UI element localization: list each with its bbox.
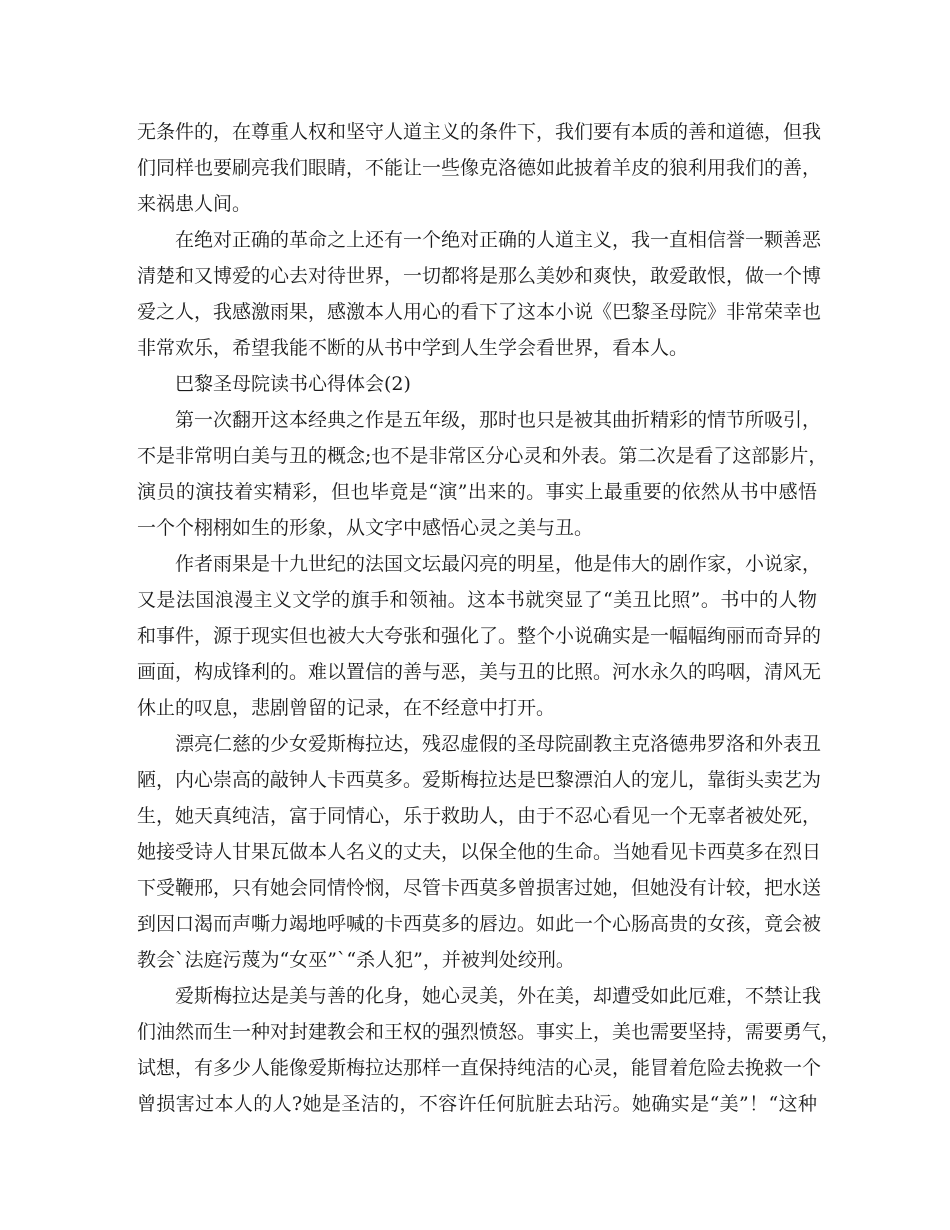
- text-line: 休止的叹息，悲剧曾留的记录，在不经意中打开。: [137, 697, 556, 719]
- text-line: 爱之人，我感激雨果，感激本人用心的看下了这本小说《巴黎圣母院》非常荣幸也: [137, 301, 822, 323]
- text-line: 无条件的，在尊重人权和坚守人道主义的条件下，我们要有本质的善和道德，但我: [137, 121, 822, 143]
- text-line: 陋，内心崇高的敲钟人卡西莫多。爱斯梅拉达是巴黎漂泊人的宠儿，靠街头卖艺为: [137, 769, 822, 791]
- text-line: 一个个栩栩如生的形象，从文字中感悟心灵之美与丑。: [137, 517, 594, 539]
- document-body: [137, 114, 841, 1122]
- text-line: 到因口渴而声嘶力竭地呼喊的卡西莫多的唇边。如此一个心肠高贵的女孩，竟会被: [137, 913, 822, 935]
- text-line: 和事件，源于现实但也被大大夸张和强化了。整个小说确实是一幅幅绚丽而奇异的: [137, 625, 822, 647]
- text-line: 第一次翻开这本经典之作是五年级，那时也只是被其曲折精彩的情节所吸引，: [175, 409, 822, 431]
- text-line: 漂亮仁慈的少女爱斯梅拉达，残忍虚假的圣母院副教主克洛德弗罗洛和外表丑: [175, 733, 822, 755]
- text-line: 作者雨果是十九世纪的法国文坛最闪亮的明星，他是伟大的剧作家，小说家，: [175, 553, 822, 575]
- text-line: 生，她天真纯洁，富于同情心，乐于救助人，由于不忍心看见一个无辜者被处死，: [137, 805, 822, 827]
- text-line: 演员的演技着实精彩，但也毕竟是“演”出来的。事实上最重要的依然从书中感悟: [137, 481, 817, 503]
- text-line: 下受鞭邢，只有她会同情怜悯，尽管卡西莫多曾损害过她，但她没有计较，把水送: [137, 877, 822, 899]
- text-line: 曾损害过本人的人?她是圣洁的，不容许任何肮脏去玷污。她确实是“美”！“这种: [137, 1093, 817, 1115]
- text-line: 来祸患人间。: [137, 193, 252, 215]
- text-line: 们油然而生一种对封建教会和王权的强烈愤怒。事实上，美也需要坚持，需要勇气，: [137, 1021, 841, 1043]
- text-line: 们同样也要刷亮我们眼睛，不能让一些像克洛德如此披着羊皮的狼利用我们的善，: [137, 157, 822, 179]
- text-line: 爱斯梅拉达是美与善的化身，她心灵美，外在美，却遭受如此厄难，不禁让我: [175, 985, 822, 1007]
- text-line: 在绝对正确的革命之上还有一个绝对正确的人道主义，我一直相信誉一颗善恶: [175, 229, 822, 251]
- text-line: 教会`法庭污蔑为“女巫”`“杀人犯”，并被判处绞刑。: [137, 949, 575, 971]
- text-line: 她接受诗人甘果瓦做本人名义的丈夫，以保全他的生命。当她看见卡西莫多在烈日: [137, 841, 822, 863]
- text-line: 试想，有多少人能像爱斯梅拉达那样一直保持纯洁的心灵，能冒着危险去挽救一个: [137, 1057, 822, 1079]
- text-line: 清楚和又博爱的心去对待世界，一切都将是那么美妙和爽快，敢爱敢恨，做一个博: [137, 265, 822, 287]
- text-line: 又是法国浪漫主义文学的旗手和领袖。这本书就突显了“美丑比照”。书中的人物: [137, 589, 817, 611]
- text-line: 不是非常明白美与丑的概念;也不是非常区分心灵和外表。第二次是看了这部影片，: [137, 445, 828, 467]
- text-line: 巴黎圣母院读书心得体会(2): [175, 373, 411, 395]
- text-line: 非常欢乐，希望我能不断的从书中学到人生学会看世界，看本人。: [137, 337, 689, 359]
- text-line: 画面，构成锋利的。难以置信的善与恶，美与丑的比照。河水永久的呜咽，清风无: [137, 661, 822, 683]
